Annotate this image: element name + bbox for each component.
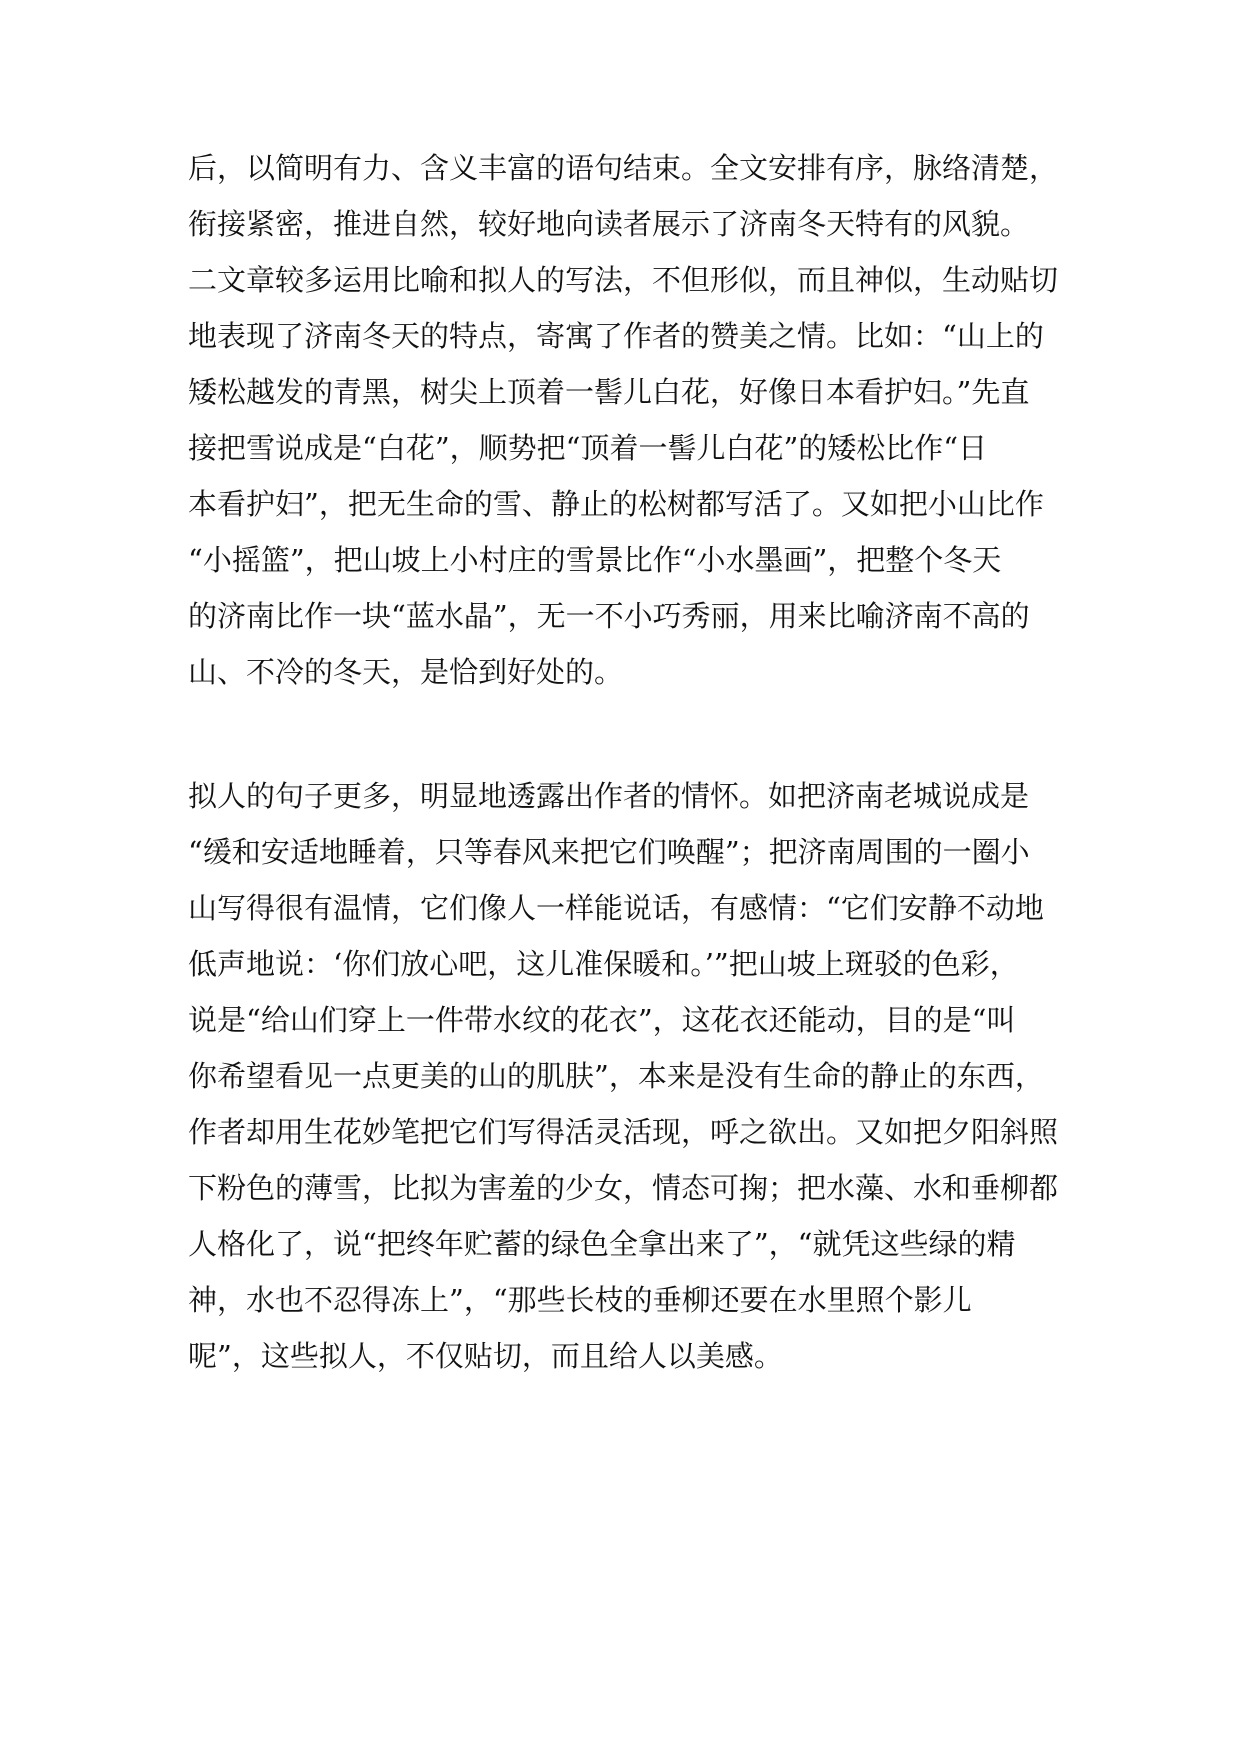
paragraph-2-line-6: “小摇篮”，把山坡上小村庄的雪景比作“小水墨画”，把整个冬天 xyxy=(188,543,1002,577)
paragraph-2-line-7: 的济南比作一块“蓝水晶”，无一不小巧秀丽，用来比喻济南不高的 xyxy=(188,599,1030,633)
paragraph-2-line-1: 二文章较多运用比喻和拟人的写法，不但形似，而且神似，生动贴切 xyxy=(188,263,1059,297)
paragraph-3-line-8: 下粉色的薄雪，比拟为害羞的少女，情态可掬；把水藻、水和垂柳都 xyxy=(188,1171,1059,1205)
paragraph-3-line-1: 拟人的句子更多，明显地透露出作者的情怀。如把济南老城说成是 xyxy=(188,779,1030,813)
paragraph-3-line-2: “缓和安适地睡着，只等春风来把它们唤醒”；把济南周围的一圈小 xyxy=(188,835,1030,869)
paragraph-1-line-1: 后，以简明有力、含义丰富的语句结束。全文安排有序，脉络清楚， xyxy=(188,151,1059,185)
paragraph-2-line-4: 接把雪说成是“白花”，顺势把“顶着一髻儿白花”的矮松比作“日 xyxy=(188,431,988,465)
paragraph-1-line-2: 衔接紧密，推进自然，较好地向读者展示了济南冬天特有的风貌。 xyxy=(188,207,1030,241)
paragraph-3-line-6: 你希望看见一点更美的山的肌肤”，本来是没有生命的静止的东西， xyxy=(188,1059,1044,1093)
paragraph-2-line-3: 矮松越发的青黑，树尖上顶着一髻儿白花，好像日本看护妇。”先直 xyxy=(188,375,1030,409)
paragraph-3-line-7: 作者却用生花妙笔把它们写得活灵活现，呼之欲出。又如把夕阳斜照 xyxy=(188,1115,1059,1149)
paragraph-3-line-5: 说是“给山们穿上一件带水纹的花衣”，这花衣还能动，目的是“叫 xyxy=(188,1003,1016,1037)
paragraph-3-line-4: 低声地说：‘你们放心吧，这儿准保暖和。’”把山坡上斑驳的色彩， xyxy=(188,947,1019,981)
paragraph-2-line-5: 本看护妇”，把无生命的雪、静止的松树都写活了。又如把小山比作 xyxy=(188,487,1044,521)
paragraph-3-line-11: 呢”，这些拟人，不仅贴切，而且给人以美感。 xyxy=(188,1339,783,1373)
paragraph-2-line-8: 山、不冷的冬天，是恰到好处的。 xyxy=(188,655,624,689)
paragraph-2-line-2: 地表现了济南冬天的特点，寄寓了作者的赞美之情。比如：“山上的 xyxy=(188,319,1044,353)
paragraph-3-line-10: 神，水也不忍得冻上”，“那些长枝的垂柳还要在水里照个影儿 xyxy=(188,1283,972,1317)
paragraph-3-line-9: 人格化了，说“把终年贮蓄的绿色全拿出来了”，“就凭这些绿的精 xyxy=(188,1227,1016,1261)
paragraph-3-line-3: 山写得很有温情，它们像人一样能说话，有感情：“它们安静不动地 xyxy=(188,891,1044,925)
